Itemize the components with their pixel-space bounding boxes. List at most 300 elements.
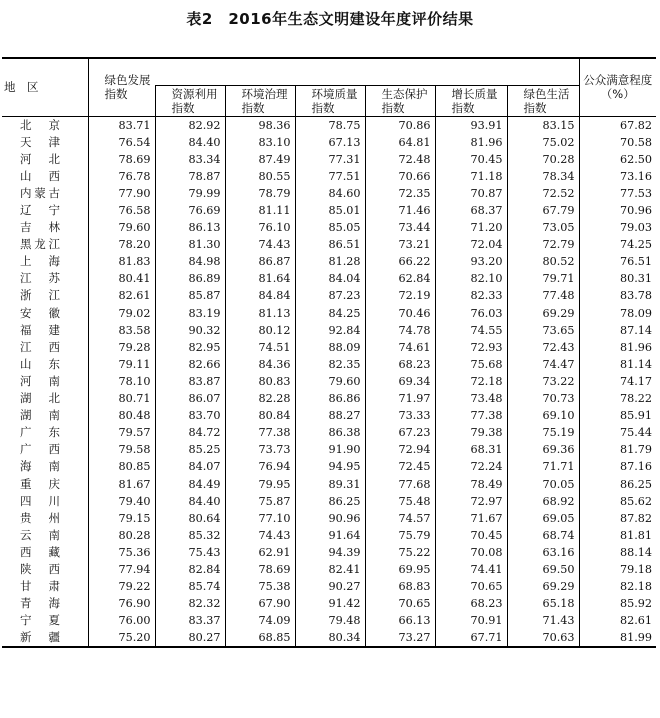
table-row	[2, 629, 656, 647]
green-life-value: 72.43	[507, 339, 579, 356]
table-row	[2, 578, 656, 595]
table-row	[2, 305, 656, 322]
green-life-value: 69.10	[507, 407, 579, 424]
region-name: 陕西	[20, 561, 60, 576]
green-life-value: 80.52	[507, 253, 579, 270]
green-life-value: 77.48	[507, 287, 579, 304]
environment-governance-value: 77.38	[225, 424, 295, 441]
environment-quality-value: 86.25	[295, 493, 365, 510]
header-region: 地 区	[2, 58, 88, 116]
green-development-value: 79.22	[88, 578, 155, 595]
environment-governance-value: 81.11	[225, 202, 295, 219]
region-name: 新疆	[20, 630, 60, 645]
green-life-value: 73.05	[507, 219, 579, 236]
table-row	[2, 356, 656, 373]
green-development-value: 78.69	[88, 151, 155, 168]
resource-utilization-value: 83.34	[155, 151, 225, 168]
green-life-value: 69.50	[507, 561, 579, 578]
public-satisfaction-value: 73.16	[579, 168, 656, 185]
green-development-value: 76.54	[88, 134, 155, 151]
region-name: 河北	[20, 151, 60, 166]
ecological-protection-value: 75.79	[365, 527, 435, 544]
region-cell	[2, 475, 88, 492]
table-row	[2, 424, 656, 441]
environment-quality-value: 88.09	[295, 339, 365, 356]
table-row	[2, 339, 656, 356]
ecological-protection-value: 70.66	[365, 168, 435, 185]
growth-quality-value: 78.49	[435, 475, 507, 492]
environment-quality-value: 92.84	[295, 322, 365, 339]
resource-utilization-value: 79.99	[155, 185, 225, 202]
region-name: 四川	[20, 493, 60, 508]
table-row	[2, 493, 656, 510]
green-development-value: 78.20	[88, 236, 155, 253]
ecological-protection-value: 75.48	[365, 493, 435, 510]
public-satisfaction-value: 67.82	[579, 116, 656, 134]
ecological-protection-value: 73.27	[365, 629, 435, 647]
resource-utilization-value: 80.64	[155, 510, 225, 527]
table-row	[2, 390, 656, 407]
environment-quality-value: 91.42	[295, 595, 365, 612]
region-cell	[2, 287, 88, 304]
growth-quality-value: 74.55	[435, 322, 507, 339]
resource-utilization-value: 84.49	[155, 475, 225, 492]
public-satisfaction-value: 85.92	[579, 595, 656, 612]
table-row	[2, 151, 656, 168]
growth-quality-value: 67.71	[435, 629, 507, 647]
resource-utilization-value: 86.13	[155, 219, 225, 236]
resource-utilization-value: 83.70	[155, 407, 225, 424]
growth-quality-value: 82.33	[435, 287, 507, 304]
green-development-value: 79.60	[88, 219, 155, 236]
green-life-value: 69.36	[507, 441, 579, 458]
resource-utilization-value: 90.32	[155, 322, 225, 339]
resource-utilization-value: 75.43	[155, 544, 225, 561]
table-row	[2, 407, 656, 424]
region-cell	[2, 612, 88, 629]
green-life-value: 72.52	[507, 185, 579, 202]
green-life-value: 79.71	[507, 270, 579, 287]
environment-quality-value: 90.96	[295, 510, 365, 527]
public-satisfaction-value: 81.81	[579, 527, 656, 544]
table-row	[2, 373, 656, 390]
public-satisfaction-value: 82.18	[579, 578, 656, 595]
green-life-value: 65.18	[507, 595, 579, 612]
environment-governance-value: 78.69	[225, 561, 295, 578]
green-life-value: 63.16	[507, 544, 579, 561]
environment-governance-value: 74.51	[225, 339, 295, 356]
ecological-protection-value: 70.46	[365, 305, 435, 322]
environment-quality-value: 86.38	[295, 424, 365, 441]
environment-governance-value: 73.73	[225, 441, 295, 458]
growth-quality-value: 93.91	[435, 116, 507, 134]
green-life-value: 73.65	[507, 322, 579, 339]
environment-quality-value: 67.13	[295, 134, 365, 151]
region-cell	[2, 424, 88, 441]
region-name: 江苏	[20, 271, 60, 286]
table-row	[2, 253, 656, 270]
public-satisfaction-value: 74.17	[579, 373, 656, 390]
green-life-value: 78.34	[507, 168, 579, 185]
resource-utilization-value: 85.87	[155, 287, 225, 304]
resource-utilization-value: 82.92	[155, 116, 225, 134]
ecological-protection-value: 74.61	[365, 339, 435, 356]
public-satisfaction-value: 81.14	[579, 356, 656, 373]
green-life-value: 75.19	[507, 424, 579, 441]
ecological-protection-value: 73.33	[365, 407, 435, 424]
ecological-protection-value: 69.34	[365, 373, 435, 390]
table-row	[2, 510, 656, 527]
ecological-protection-value: 71.97	[365, 390, 435, 407]
resource-utilization-value: 86.89	[155, 270, 225, 287]
region-cell	[2, 151, 88, 168]
region-name: 重庆	[20, 476, 60, 491]
green-life-value: 70.63	[507, 629, 579, 647]
ecological-protection-value: 72.35	[365, 185, 435, 202]
growth-quality-value: 70.45	[435, 527, 507, 544]
region-cell	[2, 441, 88, 458]
ecological-protection-value: 74.57	[365, 510, 435, 527]
ecological-protection-value: 66.22	[365, 253, 435, 270]
region-cell	[2, 561, 88, 578]
region-cell	[2, 219, 88, 236]
growth-quality-value: 68.37	[435, 202, 507, 219]
public-satisfaction-value: 81.99	[579, 629, 656, 647]
green-development-value: 79.02	[88, 305, 155, 322]
resource-utilization-value: 81.30	[155, 236, 225, 253]
table-row	[2, 185, 656, 202]
environment-quality-value: 78.75	[295, 116, 365, 134]
region-name: 上海	[20, 254, 60, 269]
table-row	[2, 458, 656, 475]
public-satisfaction-value: 88.14	[579, 544, 656, 561]
region-cell	[2, 168, 88, 185]
growth-quality-value: 72.97	[435, 493, 507, 510]
environment-governance-value: 75.38	[225, 578, 295, 595]
public-satisfaction-value: 75.44	[579, 424, 656, 441]
environment-governance-value: 81.64	[225, 270, 295, 287]
ecological-protection-value: 72.19	[365, 287, 435, 304]
resource-utilization-value: 85.32	[155, 527, 225, 544]
public-satisfaction-value: 81.96	[579, 339, 656, 356]
region-name: 云南	[20, 527, 60, 542]
table-row	[2, 134, 656, 151]
public-satisfaction-value: 87.82	[579, 510, 656, 527]
region-name: 天津	[20, 134, 60, 149]
environment-governance-value: 75.87	[225, 493, 295, 510]
growth-quality-value: 70.45	[435, 151, 507, 168]
green-life-value: 68.74	[507, 527, 579, 544]
table-row	[2, 116, 656, 134]
table-row	[2, 287, 656, 304]
green-development-value: 80.85	[88, 458, 155, 475]
environment-quality-value: 87.23	[295, 287, 365, 304]
green-life-value: 71.71	[507, 458, 579, 475]
green-life-value: 73.22	[507, 373, 579, 390]
public-satisfaction-value: 87.14	[579, 322, 656, 339]
header-green-life-index: 绿色生活指数	[507, 85, 579, 116]
region-name: 青海	[20, 596, 60, 611]
growth-quality-value: 72.93	[435, 339, 507, 356]
resource-utilization-value: 82.84	[155, 561, 225, 578]
public-satisfaction-value: 74.25	[579, 236, 656, 253]
public-satisfaction-value: 85.91	[579, 407, 656, 424]
environment-quality-value: 85.01	[295, 202, 365, 219]
region-cell	[2, 236, 88, 253]
resource-utilization-value: 78.87	[155, 168, 225, 185]
public-satisfaction-value: 62.50	[579, 151, 656, 168]
ecological-protection-value: 74.78	[365, 322, 435, 339]
green-development-value: 80.41	[88, 270, 155, 287]
green-development-value: 76.90	[88, 595, 155, 612]
public-satisfaction-value: 79.03	[579, 219, 656, 236]
green-development-value: 80.48	[88, 407, 155, 424]
ecological-protection-value: 64.81	[365, 134, 435, 151]
growth-quality-value: 74.41	[435, 561, 507, 578]
region-name: 宁夏	[20, 613, 60, 628]
region-name: 河南	[20, 373, 60, 388]
green-life-value: 83.15	[507, 116, 579, 134]
region-cell	[2, 493, 88, 510]
green-development-value: 83.58	[88, 322, 155, 339]
header-ecological-protection-index: 生态保护指数	[365, 85, 435, 116]
public-satisfaction-value: 77.53	[579, 185, 656, 202]
resource-utilization-value: 80.27	[155, 629, 225, 647]
table-row	[2, 475, 656, 492]
header-growth-quality-index: 增长质量指数	[435, 85, 507, 116]
region-cell	[2, 305, 88, 322]
public-satisfaction-value: 76.51	[579, 253, 656, 270]
growth-quality-value: 71.67	[435, 510, 507, 527]
table-body	[2, 116, 656, 647]
public-satisfaction-value: 78.09	[579, 305, 656, 322]
ecological-protection-value: 70.65	[365, 595, 435, 612]
green-development-value: 83.71	[88, 116, 155, 134]
region-name: 湖北	[20, 391, 60, 406]
environment-quality-value: 90.27	[295, 578, 365, 595]
resource-utilization-value: 85.25	[155, 441, 225, 458]
region-cell	[2, 578, 88, 595]
growth-quality-value: 75.68	[435, 356, 507, 373]
region-cell	[2, 629, 88, 647]
environment-governance-value: 79.95	[225, 475, 295, 492]
region-cell	[2, 134, 88, 151]
region-cell	[2, 544, 88, 561]
region-name: 江西	[20, 339, 60, 354]
table-row	[2, 561, 656, 578]
ecological-protection-value: 69.95	[365, 561, 435, 578]
table-row	[2, 219, 656, 236]
resource-utilization-value: 84.72	[155, 424, 225, 441]
region-name: 甘肃	[20, 579, 60, 594]
header-resource-utilization-index: 资源利用指数	[155, 85, 225, 116]
growth-quality-value: 93.20	[435, 253, 507, 270]
environment-quality-value: 84.04	[295, 270, 365, 287]
ecological-protection-value: 67.23	[365, 424, 435, 441]
table-row	[2, 168, 656, 185]
public-satisfaction-value: 86.25	[579, 475, 656, 492]
resource-utilization-value: 84.40	[155, 493, 225, 510]
growth-quality-value: 71.20	[435, 219, 507, 236]
table-row	[2, 527, 656, 544]
environment-quality-value: 85.05	[295, 219, 365, 236]
environment-governance-value: 84.36	[225, 356, 295, 373]
growth-quality-value: 72.18	[435, 373, 507, 390]
environment-governance-value: 98.36	[225, 116, 295, 134]
evaluation-table	[2, 57, 656, 648]
green-development-value: 75.20	[88, 629, 155, 647]
green-development-value: 79.58	[88, 441, 155, 458]
green-development-value: 80.71	[88, 390, 155, 407]
region-cell	[2, 185, 88, 202]
table-row	[2, 270, 656, 287]
environment-governance-value: 74.43	[225, 236, 295, 253]
resource-utilization-value: 82.66	[155, 356, 225, 373]
green-life-value: 70.05	[507, 475, 579, 492]
public-satisfaction-value: 85.62	[579, 493, 656, 510]
ecological-protection-value: 77.68	[365, 475, 435, 492]
ecological-protection-value: 72.45	[365, 458, 435, 475]
public-satisfaction-value: 78.22	[579, 390, 656, 407]
green-development-value: 79.15	[88, 510, 155, 527]
green-development-value: 75.36	[88, 544, 155, 561]
region-cell	[2, 527, 88, 544]
region-cell	[2, 595, 88, 612]
region-name: 湖南	[20, 408, 60, 423]
resource-utilization-value: 84.40	[155, 134, 225, 151]
environment-governance-value: 74.43	[225, 527, 295, 544]
table-row	[2, 202, 656, 219]
green-development-value: 77.90	[88, 185, 155, 202]
growth-quality-value: 72.24	[435, 458, 507, 475]
growth-quality-value: 79.38	[435, 424, 507, 441]
resource-utilization-value: 76.69	[155, 202, 225, 219]
region-cell	[2, 407, 88, 424]
ecological-protection-value: 68.23	[365, 356, 435, 373]
environment-quality-value: 89.31	[295, 475, 365, 492]
resource-utilization-value: 85.74	[155, 578, 225, 595]
green-development-value: 76.58	[88, 202, 155, 219]
environment-quality-value: 79.60	[295, 373, 365, 390]
table-row	[2, 544, 656, 561]
region-name: 浙江	[20, 288, 60, 303]
environment-governance-value: 67.90	[225, 595, 295, 612]
region-cell	[2, 373, 88, 390]
environment-quality-value: 84.25	[295, 305, 365, 322]
header-subindex-group	[155, 58, 579, 85]
table-row	[2, 595, 656, 612]
environment-quality-value: 94.39	[295, 544, 365, 561]
header-public-satisfaction: 公众满意程度（%）	[579, 58, 656, 116]
header-environment-quality-index: 环境质量指数	[295, 85, 365, 116]
region-name: 海南	[20, 459, 60, 474]
environment-governance-value: 81.13	[225, 305, 295, 322]
resource-utilization-value: 82.95	[155, 339, 225, 356]
green-life-value: 69.29	[507, 578, 579, 595]
environment-governance-value: 80.84	[225, 407, 295, 424]
table-row	[2, 322, 656, 339]
region-name: 吉林	[20, 220, 60, 235]
region-name: 广东	[20, 425, 60, 440]
table-row	[2, 441, 656, 458]
table-row	[2, 612, 656, 629]
region-cell	[2, 458, 88, 475]
environment-quality-value: 88.27	[295, 407, 365, 424]
ecological-protection-value: 72.48	[365, 151, 435, 168]
green-development-value: 76.78	[88, 168, 155, 185]
environment-governance-value: 80.55	[225, 168, 295, 185]
region-cell	[2, 253, 88, 270]
environment-governance-value: 82.28	[225, 390, 295, 407]
environment-governance-value: 76.10	[225, 219, 295, 236]
resource-utilization-value: 83.37	[155, 612, 225, 629]
environment-governance-value: 74.09	[225, 612, 295, 629]
ecological-protection-value: 73.21	[365, 236, 435, 253]
environment-governance-value: 86.87	[225, 253, 295, 270]
green-life-value: 69.05	[507, 510, 579, 527]
green-development-value: 77.94	[88, 561, 155, 578]
resource-utilization-value: 83.87	[155, 373, 225, 390]
green-life-value: 75.02	[507, 134, 579, 151]
environment-quality-value: 81.28	[295, 253, 365, 270]
region-name: 北京	[20, 117, 60, 132]
green-development-value: 81.67	[88, 475, 155, 492]
environment-quality-value: 91.64	[295, 527, 365, 544]
region-cell	[2, 339, 88, 356]
region-name: 西藏	[20, 544, 60, 559]
resource-utilization-value: 86.07	[155, 390, 225, 407]
green-development-value: 79.28	[88, 339, 155, 356]
environment-governance-value: 77.10	[225, 510, 295, 527]
environment-governance-value: 84.84	[225, 287, 295, 304]
green-life-value: 70.73	[507, 390, 579, 407]
growth-quality-value: 70.87	[435, 185, 507, 202]
environment-governance-value: 68.85	[225, 629, 295, 647]
growth-quality-value: 70.91	[435, 612, 507, 629]
region-cell	[2, 322, 88, 339]
resource-utilization-value: 83.19	[155, 305, 225, 322]
ecological-protection-value: 62.84	[365, 270, 435, 287]
green-life-value: 72.79	[507, 236, 579, 253]
ecological-protection-value: 71.46	[365, 202, 435, 219]
public-satisfaction-value: 87.16	[579, 458, 656, 475]
green-life-value: 68.92	[507, 493, 579, 510]
public-satisfaction-value: 70.96	[579, 202, 656, 219]
public-satisfaction-value: 82.61	[579, 612, 656, 629]
environment-quality-value: 77.31	[295, 151, 365, 168]
public-satisfaction-value: 81.79	[579, 441, 656, 458]
resource-utilization-value: 82.32	[155, 595, 225, 612]
region-name: 山西	[20, 168, 60, 183]
public-satisfaction-value: 70.58	[579, 134, 656, 151]
growth-quality-value: 76.03	[435, 305, 507, 322]
region-name: 黑龙江	[20, 237, 60, 252]
green-development-value: 79.57	[88, 424, 155, 441]
region-cell	[2, 116, 88, 134]
environment-quality-value: 79.48	[295, 612, 365, 629]
growth-quality-value: 81.96	[435, 134, 507, 151]
green-development-value: 76.00	[88, 612, 155, 629]
environment-governance-value: 80.12	[225, 322, 295, 339]
region-cell	[2, 202, 88, 219]
environment-quality-value: 94.95	[295, 458, 365, 475]
region-cell	[2, 356, 88, 373]
growth-quality-value: 73.48	[435, 390, 507, 407]
public-satisfaction-value: 83.78	[579, 287, 656, 304]
environment-quality-value: 91.90	[295, 441, 365, 458]
green-life-value: 69.29	[507, 305, 579, 322]
ecological-protection-value: 73.44	[365, 219, 435, 236]
